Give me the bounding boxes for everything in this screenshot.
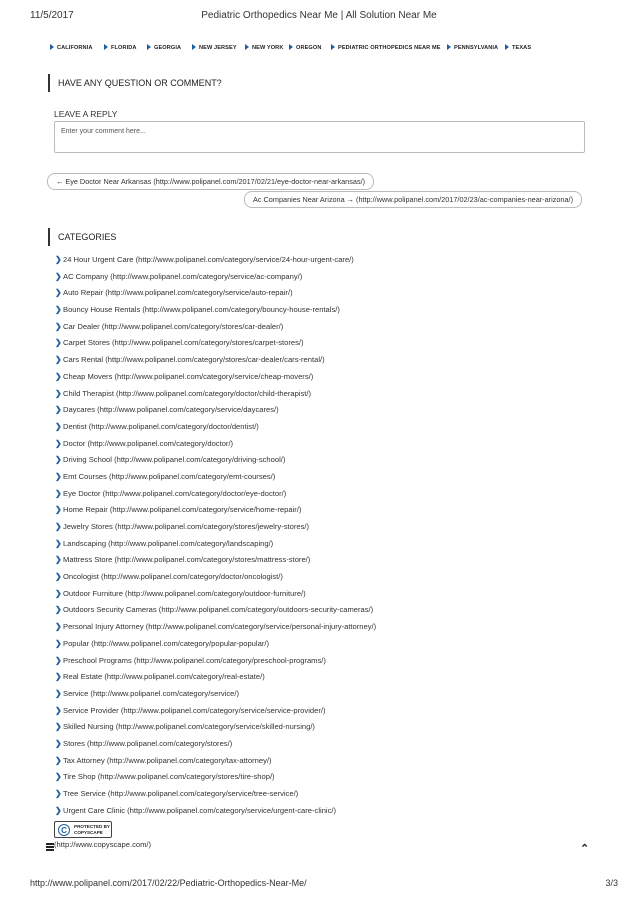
category-item[interactable] — [55, 753, 615, 770]
category-link[interactable]: Cars Rental (http://www.polipanel.com/category/stores/car-dealer/cars-rental/) — [63, 355, 325, 365]
category-item[interactable] — [55, 319, 615, 336]
category-item[interactable] — [55, 552, 615, 569]
category-link[interactable]: Doctor (http://www.polipanel.com/category/doctor/) — [63, 438, 234, 448]
chevron-right-icon: ❯ — [55, 488, 62, 498]
chevron-right-icon: ❯ — [55, 371, 62, 381]
category-item[interactable] — [55, 386, 615, 403]
category-link[interactable]: Driving School (http://www.polipanel.com/category/driving-school/) — [63, 455, 286, 465]
copyscape-line2: COPYSCAPE — [74, 829, 103, 835]
category-item[interactable] — [55, 519, 615, 536]
page-url: http://www.polipanel.com/2017/02/22/Pediatric-Orthopedics-Near-Me/ — [30, 878, 307, 888]
category-link[interactable]: Outdoor Furniture (http://www.polipanel.com/category/outdoor-furniture/) — [63, 588, 306, 598]
page-title: Pediatric Orthopedics Near Me | All Solution Near Me — [201, 10, 437, 21]
category-item[interactable] — [55, 436, 615, 453]
category-link[interactable]: Landscaping (http://www.polipanel.com/category/landscaping/) — [63, 538, 274, 548]
category-link[interactable]: Tire Shop (http://www.polipanel.com/category/stores/tire-shop/) — [63, 772, 275, 782]
category-link[interactable]: Emt Courses (http://www.polipanel.com/category/emt-courses/) — [63, 471, 276, 481]
category-item[interactable] — [55, 769, 615, 786]
category-link[interactable]: Service Provider (http://www.polipanel.com/category/service/service-provider/) — [63, 705, 326, 715]
nav-item-new-york[interactable]: NEW YORK — [245, 44, 283, 51]
chevron-right-icon: ❯ — [55, 355, 62, 365]
chevron-right-icon: ❯ — [55, 605, 62, 615]
category-item[interactable] — [55, 369, 615, 386]
chevron-right-icon: ❯ — [55, 555, 62, 565]
chevron-right-icon: ❯ — [55, 321, 62, 331]
category-link[interactable]: Popular (http://www.polipanel.com/category/popular-popular/) — [63, 638, 269, 648]
copyscape-badge[interactable] — [54, 821, 112, 838]
chevron-right-icon: ❯ — [55, 622, 62, 632]
chevron-right-icon: ❯ — [55, 638, 62, 648]
nav-item-florida[interactable]: FLORIDA — [104, 44, 137, 51]
category-item[interactable] — [55, 419, 615, 436]
category-item[interactable] — [55, 736, 615, 753]
category-item[interactable] — [55, 602, 615, 619]
category-item[interactable] — [55, 269, 615, 286]
chevron-right-icon: ❯ — [55, 672, 62, 682]
chevron-right-icon: ❯ — [55, 789, 62, 798]
nav-item-georgia[interactable]: GEORGIA — [147, 44, 181, 51]
category-link[interactable]: Carpet Stores (http://www.polipanel.com/category/stores/carpet-stores/) — [63, 338, 304, 348]
chevron-up-icon[interactable]: ⌃ — [580, 843, 590, 855]
category-link[interactable]: Daycares (http://www.polipanel.com/category/service/daycares/) — [63, 405, 279, 415]
category-item[interactable] — [55, 586, 615, 603]
chevron-right-icon: ❯ — [55, 338, 62, 348]
category-link[interactable]: Skilled Nursing (http://www.polipanel.com/category/service/skilled-nursing/) — [63, 722, 315, 732]
category-item[interactable] — [55, 285, 615, 302]
category-link[interactable]: Dentist (http://www.polipanel.com/category/doctor/dentist/) — [63, 421, 259, 431]
chevron-right-icon: ❯ — [55, 755, 62, 765]
category-list — [55, 252, 615, 819]
chevron-right-icon: ❯ — [55, 588, 62, 598]
prev-post-link[interactable]: ← Eye Doctor Near Arkansas (http://www.polipanel.com/2017/02/21/eye-doctor-near-arkansas/) — [47, 173, 374, 190]
chevron-right-icon: ❯ — [55, 688, 62, 698]
category-link[interactable]: Eye Doctor (http://www.polipanel.com/category/doctor/eye-doctor/) — [63, 488, 287, 498]
category-item[interactable] — [55, 653, 615, 670]
chevron-right-icon: ❯ — [55, 421, 62, 431]
category-item[interactable] — [55, 636, 615, 653]
nav-item-pediatric-orthopedics[interactable]: PEDIATRIC ORTHOPEDICS NEAR ME — [331, 44, 441, 51]
category-item[interactable] — [55, 703, 615, 720]
category-item[interactable] — [55, 569, 615, 586]
chevron-right-icon: ❯ — [55, 405, 62, 415]
category-link[interactable]: Mattress Store (http://www.polipanel.com/category/stores/mattress-store/) — [63, 555, 311, 565]
nav-item-oregon[interactable]: OREGON — [289, 44, 321, 51]
nav-item-pennsylvania[interactable]: PENNSYLVANIA — [447, 44, 498, 51]
nav-item-california[interactable]: CALIFORNIA — [50, 44, 93, 51]
next-post-link[interactable]: Ac Companies Near Arizona → (http://www.polipanel.com/2017/02/23/ac-companies-near-arizona/) — [244, 191, 582, 208]
category-link[interactable]: Outdoors Security Cameras (http://www.polipanel.com/category/outdoors-security-cameras/) — [63, 605, 374, 615]
category-link[interactable]: Personal Injury Attorney (http://www.polipanel.com/category/service/personal-injury-attorney/) — [63, 622, 377, 632]
category-item[interactable] — [55, 402, 615, 419]
category-link[interactable]: Tree Service (http://www.polipanel.com/category/service/tree-service/) — [63, 789, 299, 798]
category-link[interactable]: 24 Hour Urgent Care (http://www.polipanel.com/category/service/24-hour-urgent-care/) — [63, 255, 354, 264]
print-date: 11/5/2017 — [30, 10, 74, 21]
category-item[interactable] — [55, 502, 615, 519]
comment-input[interactable]: Enter your comment here... — [54, 121, 585, 153]
category-link[interactable]: Jewelry Stores (http://www.polipanel.com/category/stores/jewelry-stores/) — [63, 522, 310, 531]
category-item[interactable] — [55, 486, 615, 503]
chevron-right-icon: ❯ — [55, 305, 62, 315]
category-link[interactable]: Real Estate (http://www.polipanel.com/category/real-estate/) — [63, 672, 265, 682]
category-link[interactable]: Child Therapist (http://www.polipanel.com/category/doctor/child-therapist/) — [63, 388, 312, 398]
nav-item-new-jersey[interactable]: NEW JERSEY — [192, 44, 237, 51]
copyscape-badge-text — [74, 824, 110, 835]
category-item[interactable] — [55, 719, 615, 736]
nav-item-texas[interactable]: TEXAS — [505, 44, 531, 51]
chevron-right-icon: ❯ — [55, 455, 62, 465]
category-link[interactable]: Home Repair (http://www.polipanel.com/category/service/home-repair/) — [63, 505, 302, 515]
category-link[interactable]: Oncologist (http://www.polipanel.com/category/doctor/oncologist/) — [63, 572, 283, 582]
chevron-right-icon: ❯ — [55, 438, 62, 448]
chevron-right-icon: ❯ — [55, 572, 62, 582]
category-item[interactable] — [55, 803, 615, 820]
category-link[interactable]: Preschool Programs (http://www.polipanel.com/category/preschool-programs/) — [63, 655, 326, 665]
chevron-right-icon: ❯ — [55, 288, 62, 298]
chevron-right-icon: ❯ — [55, 271, 62, 281]
chevron-right-icon: ❯ — [55, 388, 62, 398]
copyscape-line1: PROTECTED BY — [74, 824, 110, 829]
category-item[interactable] — [55, 302, 615, 319]
copyright-icon: C — [58, 824, 70, 836]
copyscape-link[interactable]: (http://www.copyscape.com/) — [54, 840, 152, 849]
chevron-right-icon: ❯ — [55, 722, 62, 732]
category-item[interactable] — [55, 335, 615, 352]
category-item[interactable] — [55, 786, 615, 803]
category-link[interactable]: Stores (http://www.polipanel.com/category/stores/) — [63, 738, 233, 748]
category-item[interactable] — [55, 452, 615, 469]
chevron-right-icon: ❯ — [55, 522, 62, 531]
category-link[interactable]: Bouncy House Rentals (http://www.polipanel.com/category/bouncy-house-rentals/) — [63, 305, 340, 315]
question-heading: HAVE ANY QUESTION OR COMMENT? — [48, 74, 222, 92]
menu-icon[interactable] — [46, 843, 54, 852]
category-item[interactable] — [55, 686, 615, 703]
chevron-right-icon: ❯ — [55, 805, 62, 815]
category-link[interactable]: Urgent Care Clinic (http://www.polipanel.com/category/service/urgent-care-clinic/) — [63, 805, 337, 815]
page-number: 3/3 — [605, 878, 618, 888]
chevron-right-icon: ❯ — [55, 471, 62, 481]
chevron-right-icon: ❯ — [55, 538, 62, 548]
chevron-right-icon: ❯ — [55, 738, 62, 748]
category-item[interactable] — [55, 669, 615, 686]
category-item[interactable] — [55, 469, 615, 486]
category-item[interactable] — [55, 352, 615, 369]
category-link[interactable]: Car Dealer (http://www.polipanel.com/category/stores/car-dealer/) — [63, 321, 284, 331]
category-link[interactable]: AC Company (http://www.polipanel.com/category/service/ac-company/) — [63, 271, 303, 281]
category-link[interactable]: Auto Repair (http://www.polipanel.com/category/service/auto-repair/) — [63, 288, 293, 298]
categories-heading: CATEGORIES — [48, 228, 116, 246]
chevron-right-icon: ❯ — [55, 505, 62, 515]
chevron-right-icon: ❯ — [55, 772, 62, 782]
category-link[interactable]: Tax Attorney (http://www.polipanel.com/category/tax-attorney/) — [63, 755, 272, 765]
category-item[interactable] — [55, 252, 615, 269]
category-item[interactable] — [55, 536, 615, 553]
category-link[interactable]: Cheap Movers (http://www.polipanel.com/category/service/cheap-movers/) — [63, 371, 314, 381]
chevron-right-icon: ❯ — [55, 255, 62, 264]
category-item[interactable] — [55, 619, 615, 636]
leave-reply-label: LEAVE A REPLY — [54, 109, 118, 119]
category-link[interactable]: Service (http://www.polipanel.com/category/service/) — [63, 688, 239, 698]
chevron-right-icon: ❯ — [55, 655, 62, 665]
chevron-right-icon: ❯ — [55, 705, 62, 715]
